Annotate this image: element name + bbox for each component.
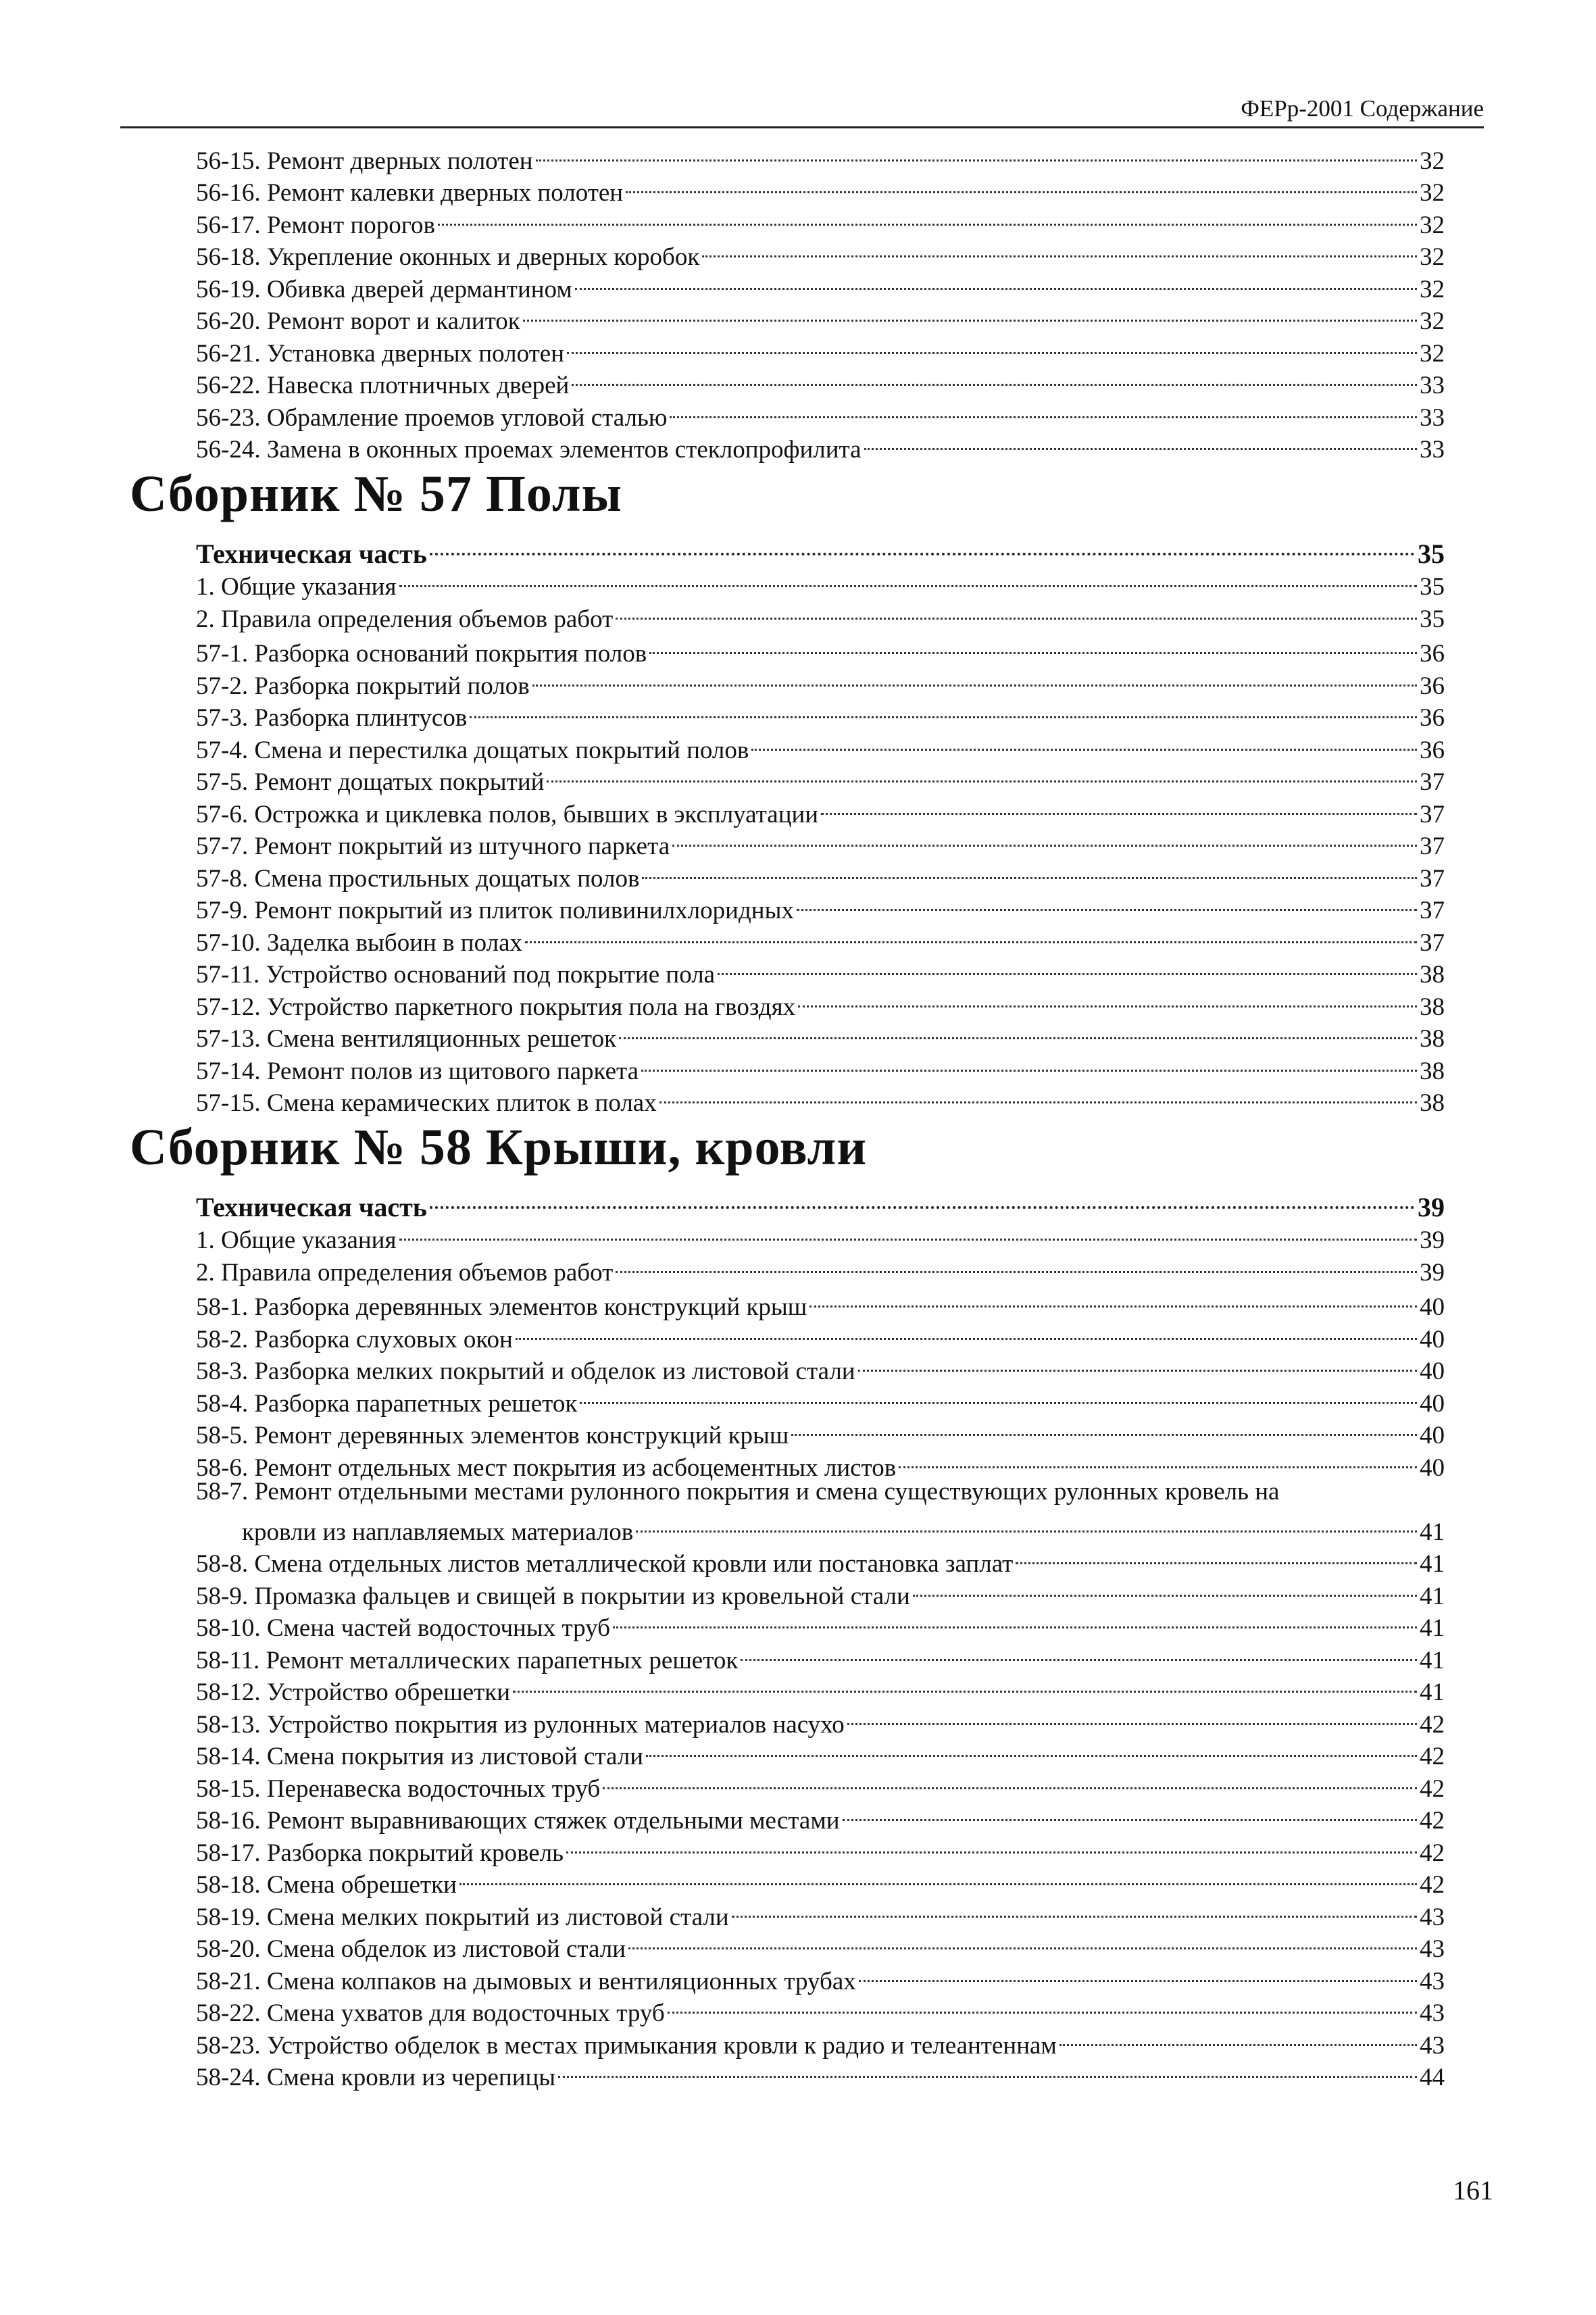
dot-leader xyxy=(523,297,1417,330)
dot-leader xyxy=(646,1733,1417,1765)
toc-title: 56-22. Навеска плотничных дверей xyxy=(196,372,570,399)
toc-page: 43 xyxy=(1420,1999,1445,2027)
toc-entry-58-7[interactable] xyxy=(196,1476,1445,1546)
toc-page: 42 xyxy=(1420,1807,1445,1835)
dot-leader xyxy=(798,982,1417,1015)
toc-title: 58-18. Смена обрешетки xyxy=(196,1871,457,1899)
toc-page: 35 xyxy=(1420,573,1445,601)
toc-page: 37 xyxy=(1420,800,1445,828)
toc-title: 56-21. Установка дверных полотен xyxy=(196,339,564,368)
toc-page: 41 xyxy=(1420,1518,1445,1546)
section-57-items-list xyxy=(196,630,1445,1117)
dot-leader xyxy=(525,918,1417,951)
group-56-list xyxy=(196,136,1445,464)
toc-page: 40 xyxy=(1420,1358,1445,1385)
dot-leader xyxy=(797,887,1417,919)
toc-page: 33 xyxy=(1420,372,1445,399)
toc-page: 33 xyxy=(1420,436,1445,464)
dot-leader xyxy=(858,1347,1417,1380)
toc-title: 57-5. Ремонт дощатых покрытий xyxy=(196,768,545,796)
toc-page: 39 xyxy=(1418,1191,1445,1222)
dot-leader xyxy=(572,362,1417,394)
dot-leader xyxy=(470,694,1417,726)
dot-leader xyxy=(399,563,1417,595)
toc-title-line1: 58-7. Ремонт отдельными местами рулонного покрытия и смена существующих рулонных кровель на xyxy=(196,1477,1280,1505)
toc-title: 57-2. Разборка покрытий полов xyxy=(196,672,530,700)
toc-title: 58-11. Ремонт металлических парапетных решеток xyxy=(196,1646,739,1674)
section-58-items-list-a xyxy=(196,1283,1445,1482)
toc-title: 58-13. Устройство покрытия из рулонных материалов насухо xyxy=(196,1710,845,1739)
toc-page: 37 xyxy=(1420,897,1445,924)
toc-title: 58-3. Разборка мелких покрытий и обделок из листовой стали xyxy=(196,1358,855,1385)
toc-page: 38 xyxy=(1420,1057,1445,1085)
dot-leader xyxy=(616,595,1417,627)
toc-page: 41 xyxy=(1420,1550,1445,1578)
toc-page: 41 xyxy=(1420,1614,1445,1642)
toc-page: 32 xyxy=(1420,307,1445,335)
toc-title: 58-24. Смена кровли из черепицы xyxy=(196,2064,556,2091)
dot-leader xyxy=(547,758,1417,791)
toc-title: 58-15. Перенавеска водосточных труб xyxy=(196,1774,601,1803)
dot-leader xyxy=(668,1989,1417,2022)
dot-leader xyxy=(430,1184,1415,1216)
toc-page: 41 xyxy=(1420,1678,1445,1706)
toc-title: 57-9. Ремонт покрытий из плиток поливинилхлоридных xyxy=(196,897,794,924)
toc-page: 38 xyxy=(1420,1089,1445,1117)
toc-page: 42 xyxy=(1420,1839,1445,1867)
toc-title: 56-17. Ремонт порогов xyxy=(196,211,435,239)
toc-title: 57-12. Устройство паркетного покрытия пола на гвоздях xyxy=(196,993,796,1021)
toc-page: 39 xyxy=(1420,1258,1445,1287)
toc-title: 56-18. Укрепление оконных и дверных коробок xyxy=(196,243,700,271)
toc-page: 43 xyxy=(1420,1903,1445,1931)
dot-leader xyxy=(628,1925,1417,1958)
dot-leader xyxy=(613,1604,1417,1637)
dot-leader xyxy=(641,1047,1417,1079)
dot-leader xyxy=(619,1015,1417,1047)
toc-page: 38 xyxy=(1420,961,1445,989)
dot-leader xyxy=(670,393,1417,426)
toc-page: 42 xyxy=(1420,1774,1445,1803)
dot-leader xyxy=(566,1828,1417,1861)
toc-title: 57-10. Заделка выбоин в полах xyxy=(196,928,523,957)
dot-leader xyxy=(718,951,1417,983)
dot-leader xyxy=(438,201,1417,233)
toc-page: 43 xyxy=(1420,2031,1445,2060)
toc-page: 40 xyxy=(1420,1453,1445,1482)
toc-title: 58-16. Ремонт выравнивающих стяжек отдельными местами xyxy=(196,1807,840,1835)
dot-leader xyxy=(659,1079,1417,1112)
section-57-intro-list xyxy=(196,563,1445,633)
dot-leader xyxy=(843,1797,1417,1829)
dot-leader xyxy=(1059,2021,1417,2053)
toc-page: 43 xyxy=(1420,1935,1445,1963)
section-57-tech-part[interactable] xyxy=(196,530,1445,569)
toc-page: 32 xyxy=(1420,275,1445,303)
toc-title: 56-19. Обивка дверей дермантином xyxy=(196,275,572,303)
toc-title: 56-23. Обрамление проемов угловой сталью xyxy=(196,403,668,432)
toc-title: 1. Общие указания xyxy=(196,573,397,601)
toc-title: 56-20. Ремонт ворот и калиток xyxy=(196,307,520,335)
dot-leader xyxy=(642,854,1417,887)
dot-leader xyxy=(809,1283,1417,1316)
toc-title: 1. Общие указания xyxy=(196,1226,397,1254)
toc-title: 58-12. Устройство обрешетки xyxy=(196,1678,511,1706)
toc-title: 58-9. Промазка фальцев и свищей в покрытии из кровельной стали xyxy=(196,1582,910,1610)
toc-page: 36 xyxy=(1420,704,1445,732)
dot-leader xyxy=(821,790,1417,822)
dot-leader xyxy=(399,1216,1417,1249)
toc-title-line2: кровли из наплавляемых материалов xyxy=(242,1518,634,1546)
dot-leader xyxy=(626,169,1417,201)
toc-page: 37 xyxy=(1420,832,1445,860)
toc-title: 58-10. Смена частей водосточных труб xyxy=(196,1614,610,1642)
toc-title: 58-1. Разборка деревянных элементов конструкций крыш xyxy=(196,1293,807,1321)
toc-page: 42 xyxy=(1420,1871,1445,1899)
toc-title: 58-17. Разборка покрытий кровель xyxy=(196,1839,564,1867)
toc-page: 37 xyxy=(1420,928,1445,957)
running-header xyxy=(120,93,1484,128)
dot-leader xyxy=(847,1700,1417,1733)
toc-page: 36 xyxy=(1420,640,1445,668)
toc-page: 43 xyxy=(1420,1967,1445,1995)
toc-page: 32 xyxy=(1420,147,1445,175)
toc-page: 33 xyxy=(1420,403,1445,432)
header-title: ФЕРр-2001 Содержание xyxy=(1241,95,1484,122)
toc-page: 37 xyxy=(1420,864,1445,893)
dot-leader xyxy=(672,822,1417,855)
toc-page: 36 xyxy=(1420,736,1445,764)
toc-page: 40 xyxy=(1420,1422,1445,1449)
dot-leader xyxy=(859,1957,1417,1989)
toc-title: 58-4. Разборка парапетных решеток xyxy=(196,1389,578,1418)
toc-title: 57-15. Смена керамических плиток в полах xyxy=(196,1089,657,1117)
toc-title: 58-19. Смена мелких покрытий из листовой стали xyxy=(196,1903,729,1931)
toc-title: Техническая часть xyxy=(196,1191,427,1222)
toc-page: 40 xyxy=(1420,1389,1445,1418)
dot-leader xyxy=(567,329,1417,362)
table-of-contents xyxy=(130,136,1445,2091)
toc-title: 58-6. Ремонт отдельных мест покрытия из асбоцементных листов xyxy=(196,1453,897,1482)
dot-leader xyxy=(603,1764,1417,1797)
dot-leader xyxy=(702,233,1417,266)
toc-page: 37 xyxy=(1420,768,1445,796)
toc-page: 36 xyxy=(1420,672,1445,700)
toc-title: 57-4. Смена и перестилка дощатых покрытий полов xyxy=(196,736,749,764)
toc-title: 58-2. Разборка слуховых окон xyxy=(196,1325,513,1353)
dot-leader xyxy=(513,1668,1417,1701)
toc-title: 57-8. Смена простильных дощатых полов xyxy=(196,864,640,893)
dot-leader xyxy=(864,426,1417,458)
toc-title: 58-21. Смена колпаков на дымовых и вентиляционных трубах xyxy=(196,1967,856,1995)
section-57-title: Сборник № 57 Полы xyxy=(130,466,622,522)
toc-page: 38 xyxy=(1420,993,1445,1021)
toc-page: 32 xyxy=(1420,339,1445,368)
toc-title: Техническая часть xyxy=(196,538,427,569)
dot-leader xyxy=(459,1861,1417,1893)
toc-title: 58-23. Устройство обделок в местах примыкания кровли к радио и телеантеннам xyxy=(196,2031,1057,2060)
toc-title: 58-22. Смена ухватов для водосточных труб xyxy=(196,1999,665,2027)
toc-page: 40 xyxy=(1420,1325,1445,1353)
toc-page: 42 xyxy=(1420,1743,1445,1770)
toc-page: 42 xyxy=(1420,1710,1445,1739)
toc-title: 56-24. Замена в оконных проемах элементов стеклопрофилита xyxy=(196,436,862,464)
toc-page: 40 xyxy=(1420,1293,1445,1321)
toc-page: 32 xyxy=(1420,211,1445,239)
toc-title: 57-1. Разборка оснований покрытия полов xyxy=(196,640,647,668)
toc-title: 58-5. Ремонт деревянных элементов конструкций крыш xyxy=(196,1422,789,1449)
section-58-items-list-b xyxy=(196,1540,1445,2091)
toc-title: 2. Правила определения объемов работ xyxy=(196,605,614,633)
toc-title: 57-6. Острожка и циклевка полов, бывших в эксплуатации xyxy=(196,800,819,828)
dot-leader xyxy=(616,1248,1417,1280)
toc-entry[interactable] xyxy=(196,136,1445,175)
section-58-title: Сборник № 58 Крыши, кровли xyxy=(130,1119,868,1176)
toc-page: 44 xyxy=(1420,2064,1445,2091)
dot-leader xyxy=(899,1443,1417,1476)
dot-leader xyxy=(751,726,1417,758)
dot-leader xyxy=(532,662,1417,694)
section-58-tech-part[interactable] xyxy=(196,1184,1445,1222)
section-58-intro-list xyxy=(196,1216,1445,1287)
dot-leader xyxy=(516,1315,1417,1347)
dot-leader xyxy=(732,1893,1417,1925)
toc-page: 32 xyxy=(1420,243,1445,271)
dot-leader xyxy=(575,265,1417,297)
toc-title: 58-20. Смена обделок из листовой стали xyxy=(196,1935,626,1963)
toc-title: 56-16. Ремонт калевки дверных полотен xyxy=(196,179,624,207)
dot-leader xyxy=(558,2053,1417,2086)
toc-title: 57-3. Разборка плинтусов xyxy=(196,704,468,732)
dot-leader xyxy=(1016,1540,1417,1572)
toc-title: 58-14. Смена покрытия из листовой стали xyxy=(196,1743,644,1770)
toc-page: 41 xyxy=(1420,1582,1445,1610)
dot-leader xyxy=(636,1508,1417,1540)
page-number: 161 xyxy=(1453,2175,1493,2206)
toc-title: 2. Правила определения объемов работ xyxy=(196,1258,614,1287)
toc-page: 35 xyxy=(1420,605,1445,633)
toc-title: 56-15. Ремонт дверных полотен xyxy=(196,147,533,175)
dot-leader xyxy=(741,1636,1417,1668)
toc-title: 57-14. Ремонт полов из щитового паркета xyxy=(196,1057,639,1085)
toc-title: 57-7. Ремонт покрытий из штучного паркета xyxy=(196,832,670,860)
dot-leader xyxy=(791,1412,1417,1444)
toc-title: 57-13. Смена вентиляционных решеток xyxy=(196,1025,617,1053)
toc-page: 38 xyxy=(1420,1025,1445,1053)
dot-leader xyxy=(430,530,1415,563)
toc-page: 32 xyxy=(1420,179,1445,207)
dot-leader xyxy=(649,630,1417,662)
toc-title: 57-11. Устройство оснований под покрытие пола xyxy=(196,961,716,989)
dot-leader xyxy=(913,1572,1417,1604)
toc-page: 35 xyxy=(1418,538,1445,569)
dot-leader xyxy=(536,136,1417,169)
toc-title: 58-8. Смена отдельных листов металлической кровли или постановка заплат xyxy=(196,1550,1014,1578)
toc-page: 41 xyxy=(1420,1646,1445,1674)
toc-page: 39 xyxy=(1420,1226,1445,1254)
dot-leader xyxy=(580,1379,1417,1412)
